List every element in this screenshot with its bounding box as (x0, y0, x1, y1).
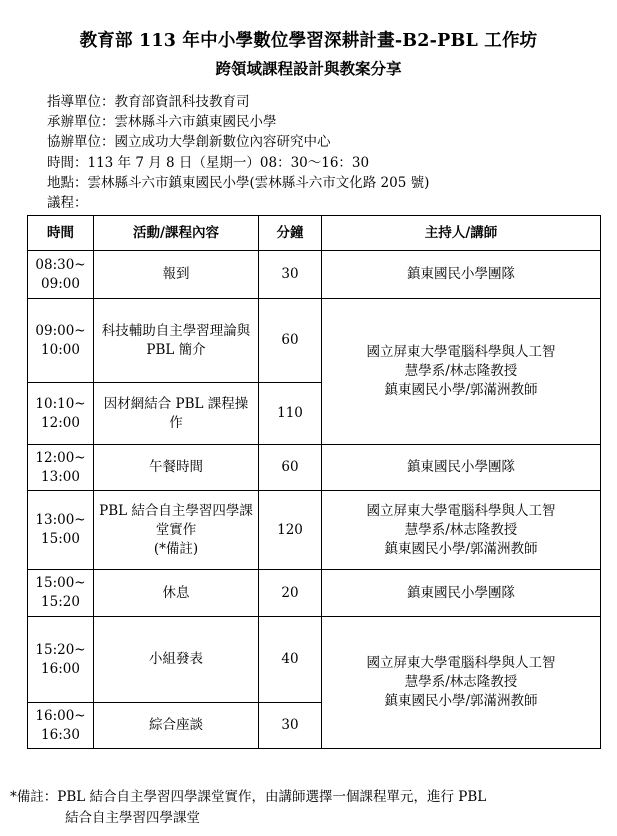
time-end: 12:00 (41, 414, 80, 431)
host-line: 國立屏東大學電腦科學與人工智 (366, 344, 556, 360)
footnote-line: *備註：PBL 結合自主學習四學課堂實作，由講師選擇一個課程單元，進行 PBL (10, 789, 487, 805)
document-subtitle: 跨領域課程設計與教案分享 (215, 59, 402, 78)
schedule-table (27, 215, 601, 749)
minutes-cell: 110 (259, 383, 322, 445)
host-cell (322, 491, 601, 570)
activity-line: 科技輔助自主學習理論與 (101, 322, 251, 339)
minutes-cell: 60 (259, 299, 322, 383)
time-cell (28, 299, 94, 383)
host-unit: 承辦單位：雲林縣斗六市鎮東國民小學 (47, 114, 277, 131)
host-line: 慧學系/林志隆教授 (404, 674, 518, 690)
time-start: 16:00~ (35, 707, 86, 724)
time-end: 16:30 (41, 726, 80, 743)
activity-cell: 小組發表 (94, 617, 259, 703)
table-header-row (28, 216, 601, 251)
host-cell (322, 299, 601, 445)
time-end: 10:00 (41, 341, 80, 358)
time-start: 10:10~ (35, 395, 86, 412)
activity-line: 堂實作 (155, 521, 197, 538)
header-activity: 活動/課程內容 (94, 216, 259, 251)
minutes-cell: 30 (259, 703, 322, 749)
header-minutes: 分鐘 (259, 216, 322, 251)
activity-cell (94, 299, 259, 383)
time-cell (28, 703, 94, 749)
host-cell: 鎮東國民小學團隊 (322, 570, 601, 617)
table-row (28, 570, 601, 617)
document-title: 教育部 113 年中小學數位學習深耕計畫-B2-PBL 工作坊 (79, 31, 538, 51)
header-time: 時間 (28, 216, 94, 251)
host-cell: 鎮東國民小學團隊 (322, 445, 601, 491)
time-cell (28, 570, 94, 617)
header-host: 主持人/講師 (322, 216, 601, 251)
time-cell (28, 445, 94, 491)
table-row (28, 445, 601, 491)
assist-unit: 協辦單位：國立成功大學創新數位內容研究中心 (47, 134, 331, 151)
event-time: 時間：113 年 7 月 8 日（星期一）08：30～16：30 (47, 154, 370, 171)
minutes-cell: 60 (259, 445, 322, 491)
host-line: 鎮東國民小學/郭滿洲教師 (384, 540, 538, 557)
minutes-cell: 20 (259, 570, 322, 617)
host-line: 鎮東國民小學/郭滿洲教師 (384, 693, 538, 709)
host-cell: 鎮東國民小學團隊 (322, 251, 601, 299)
time-end: 15:20 (41, 594, 80, 610)
host-line: 國立屏東大學電腦科學與人工智 (366, 655, 556, 671)
time-cell (28, 617, 94, 703)
table-row (28, 491, 601, 570)
host-line: 慧學系/林志隆教授 (404, 363, 518, 379)
time-start: 12:00~ (35, 449, 86, 466)
event-place: 地點：雲林縣斗六市鎮東國民小學(雲林縣斗六市文化路 205 號) (47, 174, 430, 191)
guide-unit: 指導單位：教育部資訊科技教育司 (47, 94, 250, 110)
host-cell (322, 617, 601, 749)
time-start: 08:30~ (35, 256, 86, 273)
minutes-cell: 40 (259, 617, 322, 703)
time-start: 15:00~ (35, 575, 86, 591)
activity-cell (94, 491, 259, 570)
host-line: 慧學系/林志隆教授 (404, 521, 518, 538)
table-row (28, 617, 601, 703)
activity-cell: 因材網結合 PBL 課程操作 (94, 383, 259, 445)
time-cell (28, 491, 94, 570)
footnote-line: 結合自主學習四學課堂 (65, 810, 200, 826)
time-end: 09:00 (41, 275, 80, 292)
activity-line: (*備註) (153, 540, 199, 557)
table-row (28, 299, 601, 383)
time-cell (28, 251, 94, 299)
event-info (47, 92, 429, 213)
activity-line: PBL 簡介 (146, 341, 206, 358)
footnote (10, 787, 486, 829)
time-start: 09:00~ (35, 322, 86, 339)
activity-cell: 午餐時間 (94, 445, 259, 491)
activity-cell: 休息 (94, 570, 259, 617)
time-end: 13:00 (41, 468, 80, 485)
activity-cell: 綜合座談 (94, 703, 259, 749)
host-line: 國立屏東大學電腦科學與人工智 (366, 502, 556, 519)
minutes-cell: 120 (259, 491, 322, 570)
time-start: 13:00~ (35, 512, 86, 528)
activity-line: PBL 結合自主學習四學課 (99, 502, 253, 519)
activity-cell: 報到 (94, 251, 259, 299)
host-line: 鎮東國民小學/郭滿洲教師 (384, 382, 538, 398)
table-row (28, 251, 601, 299)
minutes-cell: 30 (259, 251, 322, 299)
time-cell (28, 383, 94, 445)
agenda-label: 議程： (47, 195, 88, 212)
time-end: 15:00 (41, 531, 80, 547)
time-start: 15:20~ (35, 641, 86, 658)
time-end: 16:00 (41, 660, 80, 677)
